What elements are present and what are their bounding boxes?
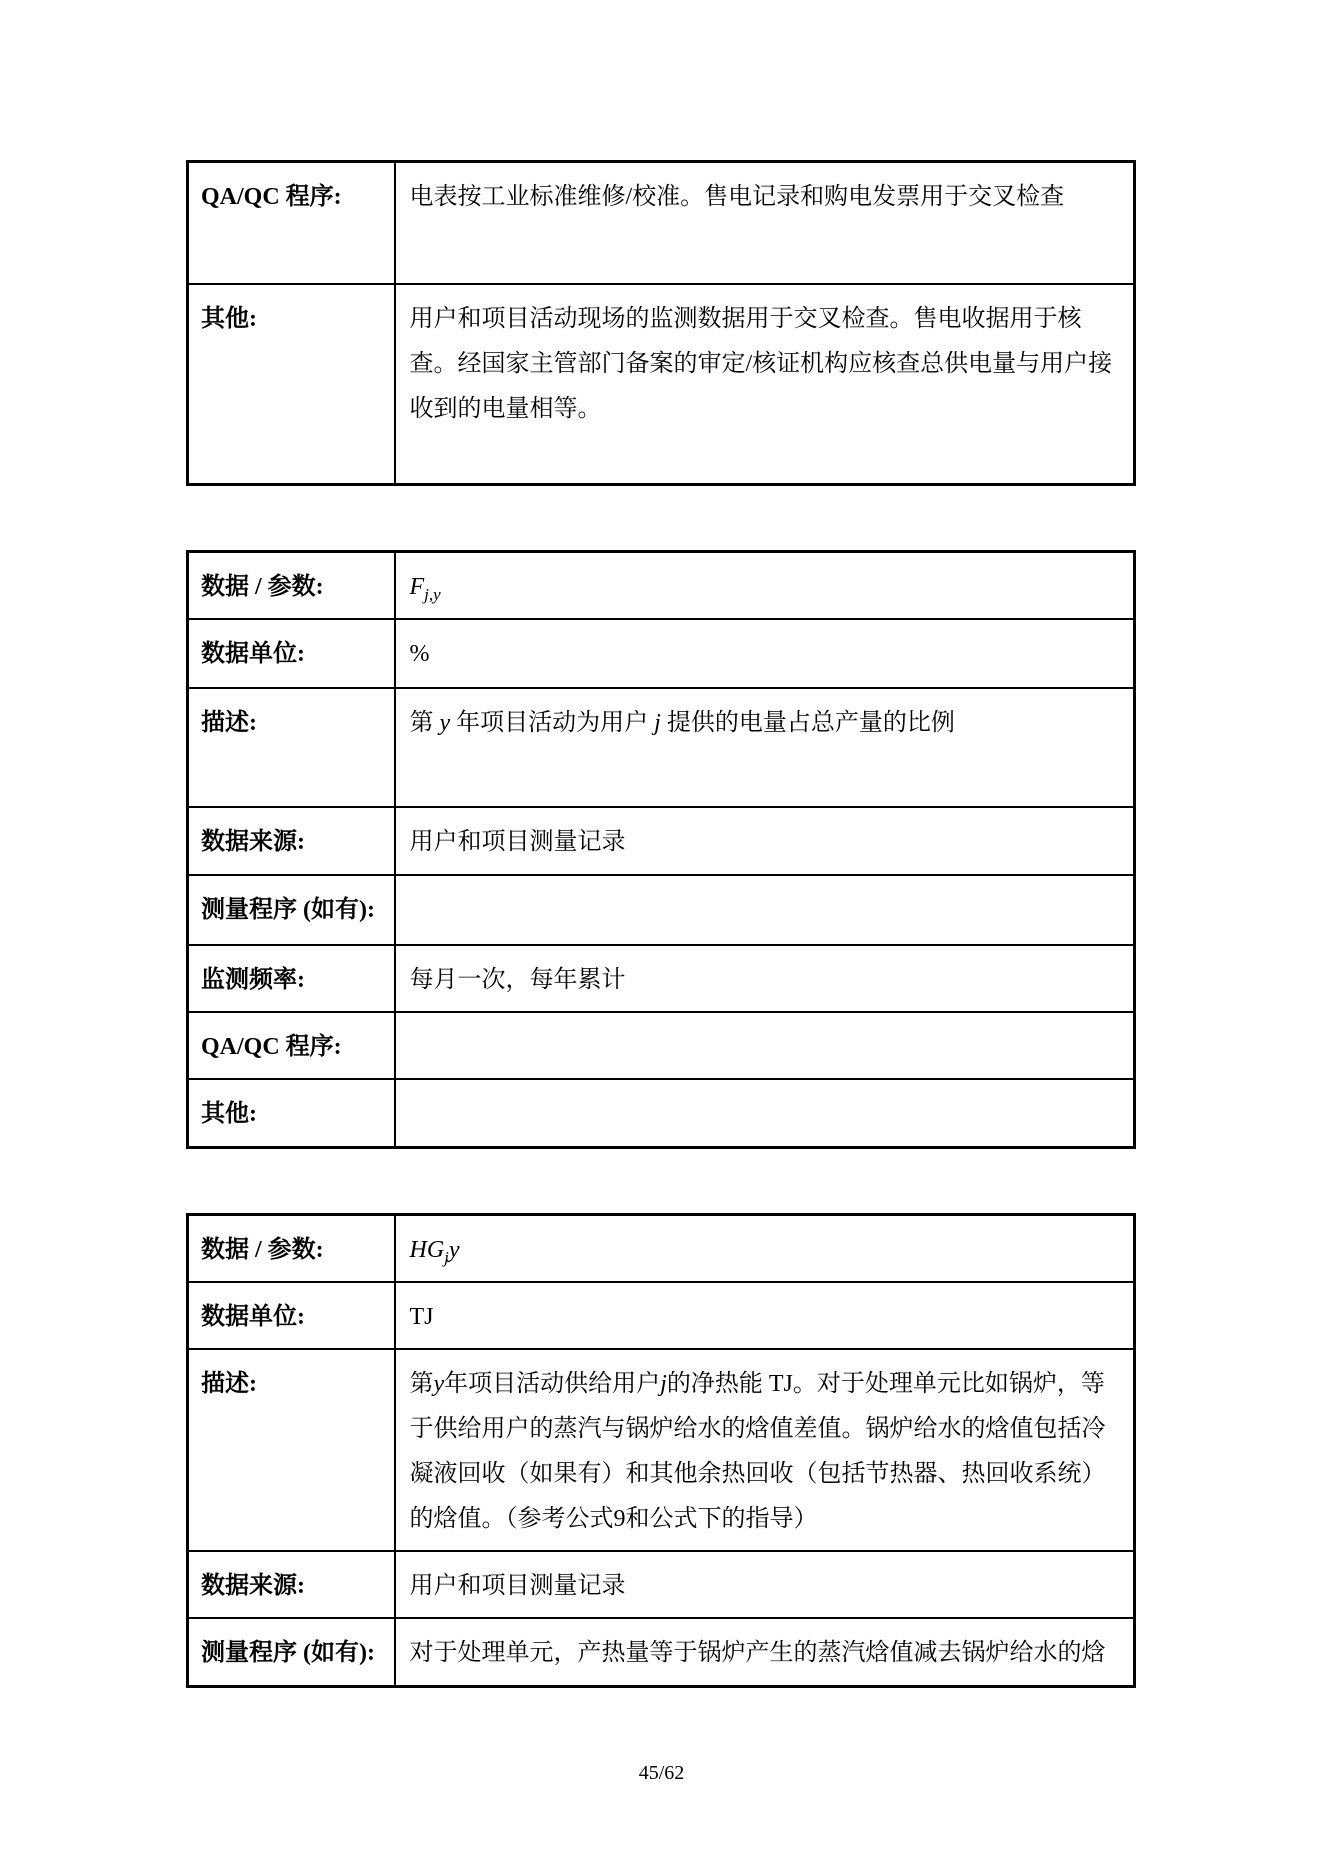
row-label: 数据单位: [188,1282,395,1349]
cell-text [410,1025,1116,1049]
cell-text: 电表按工业标准维修/校准。售电记录和购电发票用于交叉检查 [409,184,1065,210]
table-row [188,945,1135,1012]
table-row [188,807,1135,875]
table-qaqc-continued [186,160,1136,486]
row-label: 描述: [188,688,395,807]
parameter-symbol: $F_{j,y}$ [409,574,441,604]
row-value [395,1079,1135,1147]
cell-text: % [409,641,430,667]
row-value [395,1349,1135,1551]
row-label: 其他: [188,284,395,485]
row-value [395,619,1135,688]
row-label: 测量程序 (如有): [188,875,395,945]
cell-text [410,888,1116,912]
row-label: 数据 / 参数: [188,552,395,620]
table-row [188,1618,1135,1686]
row-value [395,807,1135,875]
table-row [188,1215,1135,1283]
row-label: 数据来源: [188,1551,395,1618]
table-row [188,552,1135,620]
row-label: 测量程序 (如有): [188,1618,395,1686]
cell-text: 第 y 年项目活动为用户 j 提供的电量占总产量的比例 [409,710,955,736]
cell-text: 每月一次，每年累计 [409,967,626,993]
row-label: 数据 / 参数: [188,1215,395,1283]
parameter-symbol: $HG_jy$ [409,1237,460,1267]
table-row [188,1012,1135,1079]
table-row [188,619,1135,688]
row-value [395,688,1135,807]
table-parameter-hgjy [186,1213,1136,1688]
row-value [395,1215,1135,1283]
row-value [395,945,1135,1012]
row-value [395,284,1135,485]
table-row [188,284,1135,485]
table-row [188,1079,1135,1147]
row-value [395,162,1135,284]
row-label: 监测频率: [188,945,395,1012]
row-value [395,1012,1135,1079]
table-row [188,1551,1135,1618]
table-row [188,1282,1135,1349]
cell-text: 对于处理单元，产热量等于锅炉产生的蒸汽焓值减去锅炉给水的焓 [409,1640,1106,1666]
table-row [188,1349,1135,1551]
cell-text: TJ [409,1304,434,1330]
row-value [395,1618,1135,1686]
row-label: 数据单位: [188,619,395,688]
table-row [188,875,1135,945]
row-label: 描述: [188,1349,395,1551]
row-value [395,1551,1135,1618]
row-value [395,1282,1135,1349]
row-value [395,552,1135,620]
cell-text: 第y年项目活动供给用户j的净热能 TJ。对于处理单元比如锅炉，等于供给用户的蒸汽与锅炉给水的焓值差值。锅炉给水的焓值包括冷凝液回收（如果有）和其他余热回收（包括节热器、热回收系统）的焓值。（参考公式9和公式下的指导） [409,1371,1106,1532]
row-label: QA/QC 程序: [188,162,395,284]
row-label: 其他: [188,1079,395,1147]
page-number: 45/62 [638,1762,685,1784]
cell-text: 用户和项目活动现场的监测数据用于交叉检查。售电收据用于核查。经国家主管部门备案的审定/核证机构应核查总供电量与用户接收到的电量相等。 [409,305,1113,422]
cell-text: 用户和项目测量记录 [409,829,626,855]
cell-text [410,1092,1116,1116]
table-row [188,688,1135,807]
cell-text: 用户和项目测量记录 [409,1573,626,1599]
table-parameter-fjy [186,550,1136,1149]
table-row [188,162,1135,284]
row-label: 数据来源: [188,807,395,875]
row-value [395,875,1135,945]
row-label: QA/QC 程序: [188,1012,395,1079]
